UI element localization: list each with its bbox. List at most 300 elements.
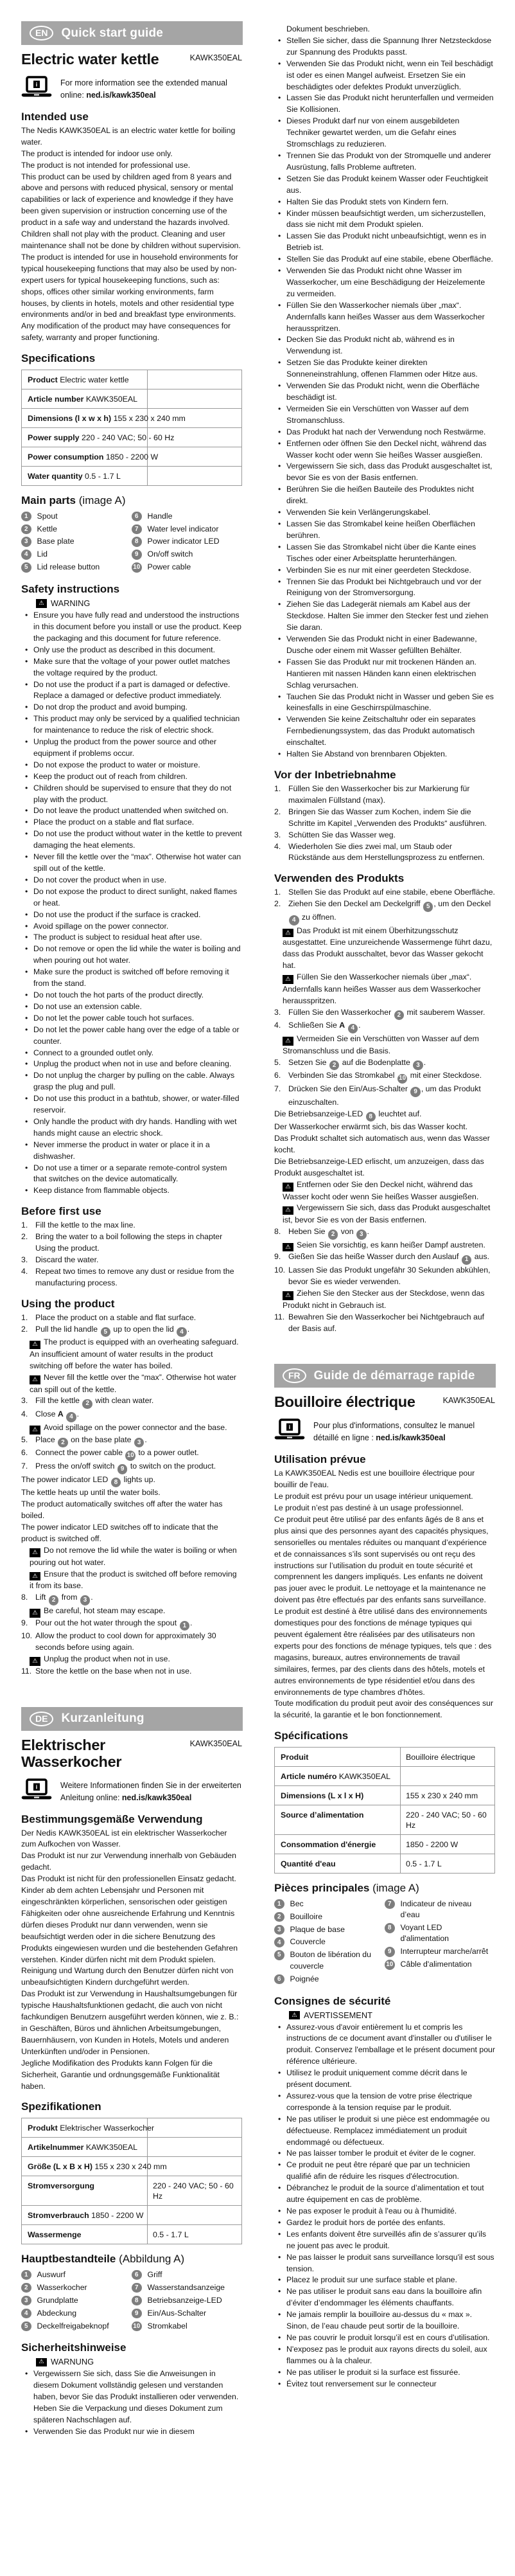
step-text: Close A 4 . — [35, 1409, 242, 1422]
part-ref-badge: 3 — [413, 1060, 423, 1071]
part-label: Betriebsanzeige-LED — [147, 2295, 222, 2305]
spec-value: KAWK350EAL — [83, 2142, 138, 2152]
spec-label: Article number — [28, 394, 84, 404]
step-text: Bewahren Sie den Wasserkocher bei Nichtgebrauch auf der Basis auf. — [288, 1312, 485, 1333]
part-label: Lid — [37, 550, 48, 559]
bullet-item: • Unplug the product from the power source and other equipment if problems occur. — [21, 737, 242, 760]
section-heading — [21, 1297, 242, 1310]
step-text: Stellen Sie das Produkt auf eine stabile, ebene Oberfläche. — [288, 888, 495, 897]
part-item — [385, 1959, 491, 1970]
step-text: Fill the kettle to the max line. — [35, 1221, 135, 1230]
left-column — [21, 0, 242, 2438]
spec-label-cell — [275, 1786, 400, 1805]
parts-column — [385, 1897, 495, 1986]
warning-icon: ⚠ — [30, 1341, 40, 1350]
step-item — [21, 1666, 242, 1677]
part-number-badge: 10 — [132, 2321, 142, 2332]
bullet-item: • Verwenden Sie das Produkt nicht in einer Badewanne, Dusche oder einem mit Wasser gefüllten Behälter. — [274, 634, 495, 657]
note-item — [274, 1179, 495, 1203]
product-title: Electric water kettle — [21, 51, 159, 67]
step-item — [21, 1312, 242, 1324]
bullet-item: • Ne pas laisser le produit sans surveillance lorsqu'il est sous tension. — [274, 2252, 495, 2275]
part-ref-badge: 10 — [125, 1451, 135, 1461]
step-item — [21, 1231, 242, 1255]
note-text: Vergewissern Sie sich, dass das Produkt ausgeschaltet ist, bevor Sie es von der Basis entfernen. — [283, 1203, 491, 1225]
part-ref-badge: 5 — [101, 1327, 111, 1337]
note-text: Das Produkt ist mit einem Überhitzungsschutz ausgestattet. Eine unzureichende Wassermenge führt dazu, dass das Produkt ausschaltet, bevor das Wasser gekocht hat. — [283, 926, 493, 970]
part-item — [385, 1922, 491, 1945]
warning-icon: ⚠ — [289, 2011, 300, 2020]
bullet-item: • Place the product on a stable and flat surface. — [21, 817, 242, 828]
spec-row — [22, 447, 241, 467]
extended-manual-note — [21, 76, 242, 102]
bullet-item: • Trennen Sie das Produkt von der Stromquelle und anderer Ausrüstung, falls Probleme auftreten. — [274, 150, 495, 174]
bullet-item: • Verwenden Sie das Produkt nicht ohne Wasser im Wasserkocher, um eine Beschädigung der Heizelemente zu vermeiden. — [274, 265, 495, 300]
part-number-badge: 10 — [132, 562, 142, 573]
spec-value: KAWK350EAL — [83, 394, 138, 404]
bullet-item: • Verwenden Sie keine Zeitschaltuhr oder ein separates Fernbedienungssystem, das das Produkt automatisch einschaltet. — [274, 714, 495, 749]
section-heading-text: Safety instructions — [21, 583, 120, 596]
bullet-item: • Do not use this product in a bathtub, shower, or water-filled reservoir. — [21, 1093, 242, 1116]
parts-column — [132, 509, 242, 575]
part-number-badge: 5 — [21, 2321, 31, 2332]
language-banner — [21, 21, 243, 45]
bullet-item: • Ne jamais remplir la bouilloire au-dessus du « max ». Sinon, de l’eau chaude peut sortir de la bouilloire. — [274, 2309, 495, 2332]
spec-row — [22, 370, 241, 389]
part-number-badge: 8 — [385, 1923, 395, 1933]
part-ref-badge: 5 — [423, 902, 433, 912]
part-ref-badge: 4 — [66, 1412, 76, 1422]
part-number-badge: 10 — [385, 1960, 395, 1970]
part-item — [132, 2269, 238, 2280]
bullet-item: • Lassen Sie das Produkt nicht herunterfallen und vermeiden Sie Kollisionen. — [274, 93, 495, 116]
part-ref-badge: 4 — [177, 1327, 187, 1337]
section-heading-text: Utilisation prévue — [274, 1453, 366, 1466]
bullet-item: • Do not let the power cable hang over the edge of a table or counter. — [21, 1024, 242, 1048]
section-heading-text: Verwenden des Produkts — [274, 872, 405, 885]
part-item — [274, 1949, 381, 1972]
step-number: 9. — [21, 1618, 28, 1627]
bullet-item: • Ne pas utiliser le produit si la surface est fissurée. — [274, 2367, 495, 2379]
bullet-item: • Setzen Sie das Produkte keiner direkten Sonneneinstrahlung, offenen Flammen oder Hitze aus. — [274, 357, 495, 380]
note-item — [274, 1203, 495, 1226]
part-label: Handle — [147, 511, 173, 521]
spec-label-cell — [275, 1854, 400, 1873]
part-ref-badge: 9 — [118, 1464, 128, 1474]
part-label: Wasserstandsanzeige — [147, 2282, 225, 2292]
part-ref-badge: 9 — [410, 1087, 421, 1097]
bullet-list — [274, 2022, 495, 2390]
part-ref-badge: 3 — [134, 1438, 144, 1448]
spec-row — [22, 2206, 241, 2225]
note-text: Füllen Sie den Wasserkocher niemals über „max“. Andernfalls kann heißes Wasser aus dem Wasserkocher herausspritzen. — [283, 972, 481, 1005]
step-item — [21, 1395, 242, 1409]
result-text: Die Betriebsanzeige-LED 8 leuchtet auf. — [274, 1109, 495, 1122]
spec-row — [275, 1805, 494, 1835]
part-ref-badge: 2 — [49, 1595, 59, 1606]
part-number-badge: 7 — [132, 524, 142, 535]
spec-value-cell: 220 - 240 VAC; 50 - 60 Hz — [152, 2181, 234, 2201]
note-item — [21, 1569, 242, 1593]
bullet-item: • Placez le produit sur une surface stable et plane. — [274, 2275, 495, 2286]
part-ref-badge: 10 — [397, 1074, 408, 1084]
step-text: Schütten Sie das Wasser weg. — [288, 830, 396, 839]
bullet-item: • Do not unplug the charger by pulling on the cable. Always grasp the plug and pull. — [21, 1070, 242, 1093]
step-item — [274, 887, 495, 899]
step-text: Bring the water to a boil following the steps in chapter Using the product. — [35, 1232, 223, 1253]
warning-icon: ⚠ — [30, 1572, 40, 1581]
continued-sentence: Dokument beschrieben. — [286, 24, 370, 33]
spec-value: Electric water kettle — [57, 375, 129, 384]
part-item — [21, 549, 128, 560]
parts-list — [21, 2267, 242, 2333]
spec-row — [22, 409, 241, 428]
part-number-badge: 6 — [132, 512, 142, 522]
part-item — [274, 1974, 381, 1985]
warning-label — [36, 2356, 242, 2368]
step-number: 7. — [21, 1461, 28, 1471]
part-ref-badge: 3 — [80, 1595, 91, 1606]
part-item — [132, 524, 238, 535]
step-item — [274, 1007, 495, 1021]
spec-text — [22, 2118, 241, 2137]
bullet-item: • Ne pas couvrir le produit lorsqu’il est en cours d’utilisation. — [274, 2332, 495, 2344]
spec-row — [275, 1835, 494, 1854]
bold-text: ned.is/kawk350eal — [121, 1793, 192, 1802]
spec-label-cell — [275, 1748, 400, 1766]
part-label: Câble d'alimentation — [400, 1960, 472, 1969]
result-text: The power indicator LED switches off to indicate that the product is switched off. — [21, 1523, 218, 1543]
spec-text — [22, 447, 241, 466]
paragraph: Le produit est destiné à être utilisé dans des environnements domestiques pour des fonctions de ménage typiques qui peuvent également être réalisées par des utilisateurs non experts pour des fonctions de ménage typiques, tels que : des magasins, bureaux, autres environnements de travail similaires, fermes, par des clients dans des hôtels, motels et autres environnements de type résidentiel et/ou dans des environnements de type chambres d'hôtes. — [274, 1607, 492, 1697]
step-item — [21, 1592, 242, 1606]
part-number-badge: 9 — [385, 1947, 395, 1957]
banner-title: Guide de démarrage rapide — [313, 1368, 475, 1382]
step-list — [21, 1312, 242, 1677]
step-number: 4. — [274, 1021, 281, 1030]
step-text: Store the kettle on the base when not in use. — [35, 1666, 192, 1676]
bold-text: A — [57, 1409, 64, 1419]
extended-manual-text: Pour plus d'informations, consultez le manuel détaillé en ligne : ned.is/kawk350eal — [313, 1421, 475, 1443]
note-text: The product is equipped with an overheating safeguard. An insufficient amount of water results in the product switching off before the water has boiled. — [30, 1337, 239, 1370]
step-item — [21, 1618, 242, 1631]
bullet-item: • Setzen Sie das Produkt keinem Wasser oder Feuchtigkeit aus. — [274, 174, 495, 197]
paragraph: La KAWK350EAL Nedis est une bouilloire électrique pour bouillir de l'eau. — [274, 1469, 475, 1490]
step-item — [21, 1409, 242, 1422]
result-text: Der Wasserkocher erwärmt sich, bis das Wasser kocht. — [274, 1122, 468, 1132]
result-text: Das Produkt schaltet sich automatisch aus, wenn das Wasser kocht. — [274, 1134, 490, 1155]
part-ref-badge: 8 — [366, 1112, 376, 1122]
note-item — [21, 1654, 242, 1666]
bullet-item: • Verwenden Sie das Produkt nur wie in diesem — [21, 2426, 242, 2438]
bold-text: A — [339, 1021, 345, 1030]
bullet-item: • Dieses Produkt darf nur von einem ausgebildeten Techniker gewartet werden, um die Gefahr eines Stromschlags zu reduzieren. — [274, 116, 495, 150]
step-number: 1. — [21, 1221, 28, 1230]
part-label: Abdeckung — [37, 2308, 77, 2318]
table-divider — [400, 1854, 401, 1873]
table-divider — [147, 2176, 148, 2205]
paragraph: Toute modification du produit peut avoir des conséquences sur la sécurité, la garantie et le bon fonctionnement. — [274, 1699, 494, 1720]
spec-text — [22, 467, 241, 485]
table-divider — [400, 1786, 401, 1805]
part-label: Auswurf — [37, 2269, 65, 2279]
spec-row — [22, 2138, 241, 2157]
bullet-item: • Vergewissern Sie sich, dass das Produkt ausgeschaltet ist, bevor Sie es von der Basis entfernen. — [274, 461, 495, 484]
warning-text: WARNUNG — [51, 2357, 94, 2367]
step-text: Place 2 on the base plate 3 . — [35, 1435, 242, 1448]
bullet-item: • Ne pas exposer le produit à l'eau ou à l'humidité. — [274, 2206, 495, 2217]
note-item — [274, 1033, 495, 1057]
note-item — [21, 1337, 242, 1372]
part-label: Grundplatte — [37, 2295, 78, 2305]
step-number: 1. — [274, 784, 281, 793]
part-item — [274, 1911, 381, 1922]
step-number: 5. — [21, 1435, 28, 1444]
spec-value-cell: 0.5 - 1.7 L — [405, 1859, 442, 1868]
step-number: 10. — [21, 1631, 33, 1641]
section-heading-text: Hauptbestandteile — [21, 2253, 116, 2266]
bullet-item: • Do not let the power cable touch hot surfaces. — [21, 1013, 242, 1024]
part-label: Deckelfreigabeknopf — [37, 2321, 109, 2330]
step-number: 4. — [274, 841, 281, 851]
step-item — [21, 1461, 242, 1474]
right-column — [274, 0, 495, 2390]
step-number: 2. — [274, 807, 281, 816]
section-heading-suffix: (image A) — [369, 1882, 419, 1895]
part-number-badge: 2 — [21, 524, 31, 535]
step-item — [21, 1447, 242, 1461]
bullet-item: • Do not expose the product to water or moisture. — [21, 760, 242, 771]
section-heading — [21, 1812, 242, 1826]
section-heading-text: Consignes de sécurité — [274, 1994, 391, 2007]
step-item — [274, 1070, 495, 1084]
language-badge: FR — [283, 1368, 306, 1383]
spec-row — [275, 1854, 494, 1873]
spec-row — [22, 389, 241, 409]
paragraph: Der Nedis KAWK350EAL ist ein elektrischer Wasserkocher zum Aufkochen von Wasser. — [21, 1828, 227, 1849]
bullet-item: • Never immerse the product in water or place it in a dishwasher. — [21, 1140, 242, 1163]
step-item — [274, 1312, 495, 1335]
bullet-list — [21, 610, 242, 1197]
step-number: 6. — [21, 1448, 28, 1458]
paragraph: Kinder ab dem achten Lebensjahr und Personen mit eingeschränkten körperlichen, sensorischen oder geistigen Fähigkeiten oder ohne ausreichende Erfahrung und Kenntnis dürfen dieses Produkt nur dann verwenden, wenn sie beaufsichtigt werden oder in die sichere Benutzung des Produkts eingewiesen wurden und die bestehenden Gefahren verstehen. Kinder dürfen nicht mit dem Produkt spielen. Reinigung und Wartung durch den Benutzer dürfen nicht von unbeaufsichtigten Kindern durchgeführt werden. — [21, 1886, 238, 1987]
step-item — [274, 841, 495, 864]
spec-value: 1850 - 2200 W — [103, 452, 159, 461]
section-heading-text: Sicherheitshinweise — [21, 2341, 127, 2354]
step-text: Ziehen Sie den Deckel am Deckelgriff 5 , um den Deckel 4 zu öffnen. — [288, 899, 495, 925]
bullet-item: • Do not use the product if the surface is cracked. — [21, 909, 242, 921]
paragraph: Le produit n’est pas destiné à un usage professionnel. — [274, 1503, 464, 1513]
part-item — [385, 1946, 491, 1957]
note-item — [21, 1545, 242, 1569]
note-text: Unplug the product when not in use. — [44, 1654, 170, 1664]
extended-manual-note — [274, 1418, 495, 1445]
section-heading — [21, 2100, 242, 2113]
step-item — [21, 1266, 242, 1289]
part-label: Bouton de libération du couvercle — [290, 1950, 371, 1971]
step-text: Füllen Sie den Wasserkocher 2 mit sauberem Wasser. — [288, 1007, 495, 1021]
spec-label: Power supply — [28, 433, 80, 442]
spec-value-cell: 220 - 240 VAC; 50 - 60 Hz — [405, 1810, 487, 1830]
part-label: Bouilloire — [290, 1911, 323, 1921]
note-text: Be careful, hot steam may escape. — [44, 1606, 166, 1615]
part-label: Griff — [147, 2269, 162, 2279]
step-number: 6. — [274, 1071, 281, 1080]
spec-table — [274, 1747, 495, 1874]
part-item — [132, 562, 238, 573]
step-item — [21, 1255, 242, 1266]
spec-row — [22, 2225, 241, 2244]
parts-list — [21, 509, 242, 575]
part-ref-badge: 2 — [58, 1438, 68, 1448]
part-ref-badge: 2 — [394, 1010, 405, 1021]
note-text: Avoid spillage on the power connector and the base. — [44, 1422, 227, 1432]
spec-label: Quantité d'eau — [281, 1859, 336, 1868]
table-divider — [400, 1805, 401, 1834]
note-text: Vermeiden Sie ein Verschütten von Wasser auf dem Stromanschluss und die Basis. — [283, 1034, 479, 1055]
product-title-row — [21, 1737, 242, 1770]
bullet-item: • Avoid spillage on the power connector. — [21, 921, 242, 933]
bold-text: ned.is/kawk350eal — [376, 1433, 446, 1443]
step-text: Verbinden Sie das Stromkabel 10 mit einer Steckdose. — [288, 1070, 495, 1084]
bullet-item: • Verwenden Sie das Produkt nicht, wenn ein Teil beschädigt ist oder es einen Mangel aufweist. Ersetzen Sie ein beschädigtes oder defektes Produkt unverzüglich. — [274, 58, 495, 93]
parts-list — [274, 1897, 495, 1986]
note-item — [21, 1422, 242, 1435]
step-item — [21, 1324, 242, 1337]
bullet-item: • Kinder müssen beaufsichtigt werden, um sicherzustellen, dass sie nicht mit dem Produkt spielen. — [274, 208, 495, 231]
part-ref-badge: 2 — [329, 1060, 340, 1071]
bullet-item: • Halten Sie das Produkt stets von Kindern fern. — [274, 197, 495, 208]
spec-label: Stromversorgung — [28, 2181, 94, 2190]
parts-column — [132, 2267, 242, 2333]
part-label: Poignée — [290, 1974, 319, 1983]
part-label: Interrupteur marche/arrêt — [400, 1947, 489, 1956]
step-item — [274, 830, 495, 841]
spec-table — [21, 2118, 242, 2244]
bullet-item: • Assurez-vous d'avoir entièrement lu et compris les instructions de ce document avant d'installer ou d'utiliser le produit. Conservez l'emballage et le présent document pour référence ultérieure. — [274, 2022, 495, 2068]
bullet-item: • Vergewissern Sie sich, dass Sie die Anweisungen in diesem Dokument vollständig gelesen und verstanden haben, bevor Sie das Produkt installieren oder verwenden. Heben Sie die Verpackung und dieses Dokument zum späteren Nachschlagen auf. — [21, 2368, 242, 2426]
spec-value-cell: 1850 - 2200 W — [405, 1839, 458, 1849]
bullet-item: • Fassen Sie das Produkt nur mit trockenen Händen an. Hantieren mit nassen Händen kann einen elektrischen Schlag verursachen. — [274, 657, 495, 692]
part-number-badge: 8 — [132, 2296, 142, 2306]
spec-value: 1850 - 2200 W — [89, 2210, 144, 2220]
part-number-badge: 9 — [132, 550, 142, 560]
step-text: Wiederholen Sie dies zwei mal, um Staub oder Rückstände aus dem Herstellungsprozess zu entfernen. — [288, 841, 485, 863]
part-label: Bec — [290, 1899, 304, 1908]
spec-text — [22, 2206, 241, 2224]
part-label: Lid release button — [37, 562, 100, 572]
spec-value: 155 x 230 x 240 mm — [92, 2161, 167, 2171]
step-text: Place the product on a stable and flat surface. — [35, 1312, 196, 1322]
section-heading — [21, 1204, 242, 1218]
spec-value: 220 - 240 VAC; 50 - 60 Hz — [79, 433, 175, 442]
bullet-item: • Ce produit ne peut être réparé que par un technicien qualifié afin de réduire les risques d'électrocution. — [274, 2160, 495, 2183]
part-label: Indicateur de niveau d’eau — [400, 1899, 472, 1920]
spec-table — [21, 370, 242, 486]
bullet-item: • Das Produkt hat nach der Verwendung noch Restwärme. — [274, 427, 495, 438]
section-heading — [274, 1729, 495, 1742]
warning-icon: ⚠ — [36, 599, 47, 608]
section-heading-text: Vor der Inbetriebnahme — [274, 769, 396, 781]
bullet-item: • Débranchez le produit de la source d’alimentation et tout autre équipement en cas de problème. — [274, 2183, 495, 2206]
info-laptop-icon — [21, 76, 52, 102]
paragraph: Das Produkt ist zur Verwendung in Haushaltsumgebungen für typische Haushaltsfunktionen gedacht, die auch von nicht fachkundigen Benutzern ausgeführt werden können, wie z. B.: in Geschäften, Büros und ähnlichen Arbeitsumgebungen, Bauernhäusern, von Kunden in Hotels, Motels und anderen Unterkünften und/oder in Pensionen. — [21, 1989, 239, 2056]
note-item — [21, 1606, 242, 1618]
product-title: Bouilloire électrique — [274, 1393, 415, 1411]
part-ref-badge: 4 — [348, 1024, 358, 1034]
step-text: Press the on/off switch 9 to switch on the product. — [35, 1461, 242, 1474]
part-ref-badge: 1 — [462, 1255, 472, 1266]
section-heading-text: Spécifications — [274, 1730, 349, 1742]
part-number-badge: 3 — [21, 2296, 31, 2306]
bullet-item: • Do not expose the product to direct sunlight, naked flames or heat. — [21, 886, 242, 909]
bullet-item: • Only handle the product with dry hands. Handling with wet hands might cause an electric shock. — [21, 1116, 242, 1140]
part-number-badge: 1 — [21, 2270, 31, 2280]
paragraph: The product is not intended for professional use. — [21, 160, 191, 170]
svg-text:i: i — [288, 1424, 291, 1432]
spec-row — [275, 1748, 494, 1767]
info-laptop-icon — [21, 1778, 52, 1805]
warning-icon: ⚠ — [283, 1183, 293, 1192]
bullet-item: • Berühren Sie die heißen Bauteile des Produktes nicht direkt. — [274, 484, 495, 507]
bullet-item: • Vermeiden Sie ein Verschütten von Wasser auf dem Stromanschluss. — [274, 404, 495, 427]
warning-icon: ⚠ — [30, 1657, 40, 1666]
warning-icon: ⚠ — [30, 1548, 40, 1557]
warning-icon: ⚠ — [30, 1426, 40, 1435]
bullet-item: • Ensure you have fully read and understood the instructions in this document before you install or use the product. Keep the packaging and this document for future reference. — [21, 610, 242, 645]
product-title-row — [274, 1393, 495, 1410]
bullet-item: • Do not cover the product when in use. — [21, 875, 242, 886]
part-item — [274, 1936, 381, 1947]
step-text: Lift 2 from 3 . — [35, 1592, 242, 1606]
bullet-list — [274, 35, 495, 760]
parts-column — [21, 509, 132, 575]
part-number-badge: 1 — [274, 1899, 284, 1910]
section-heading — [274, 1994, 495, 2008]
bullet-item: • Assurez-vous que la tension de votre prise électrique corresponde à la tension requise par le produit. — [274, 2091, 495, 2114]
step-number: 4. — [21, 1409, 28, 1419]
section-heading — [274, 1453, 495, 1466]
bullet-item: • Keep the product out of reach from children. — [21, 771, 242, 783]
bullet-item: • Decken Sie das Produkt nicht ab, während es in Verwendung ist. — [274, 334, 495, 357]
spec-label-cell — [275, 1835, 400, 1854]
product-title-row — [21, 51, 242, 67]
part-ref-badge: 2 — [328, 1230, 338, 1240]
article-number: KAWK350EAL — [189, 1739, 242, 1748]
spec-row — [22, 428, 241, 447]
warning-icon: ⚠ — [283, 929, 293, 938]
step-item — [274, 1020, 495, 1033]
result-text: Die Betriebsanzeige-LED erlischt, um anzuzeigen, dass das Produkt ausgeschaltet ist. — [274, 1157, 484, 1177]
spec-label: Dimensions (L x l x H) — [281, 1791, 364, 1800]
bullet-item: • Do not use an extension cable. — [21, 1001, 242, 1013]
section-heading — [274, 1881, 495, 1895]
paragraph: Le produit est prévu pour un usage intérieur uniquement. — [274, 1492, 473, 1501]
step-item — [21, 1435, 242, 1448]
warning-icon: ⚠ — [283, 1243, 293, 1252]
spec-text — [22, 428, 241, 447]
warning-text: AVERTISSEMENT — [304, 2010, 372, 2020]
part-item — [132, 2282, 238, 2293]
warning-icon: ⚠ — [283, 1291, 293, 1300]
part-item — [132, 536, 238, 547]
bullet-item: • Ziehen Sie das Ladegerät niemals am Kabel aus der Steckdose. Halten Sie immer den Stecker fest und ziehen Sie daran. — [274, 599, 495, 634]
part-label: Ein/Aus-Schalter — [147, 2308, 207, 2318]
step-number: 5. — [274, 1057, 281, 1067]
result-text: The product automatically switches off after the water has boiled. — [21, 1499, 223, 1521]
warning-icon: ⚠ — [30, 1609, 40, 1618]
spec-row — [275, 1786, 494, 1805]
